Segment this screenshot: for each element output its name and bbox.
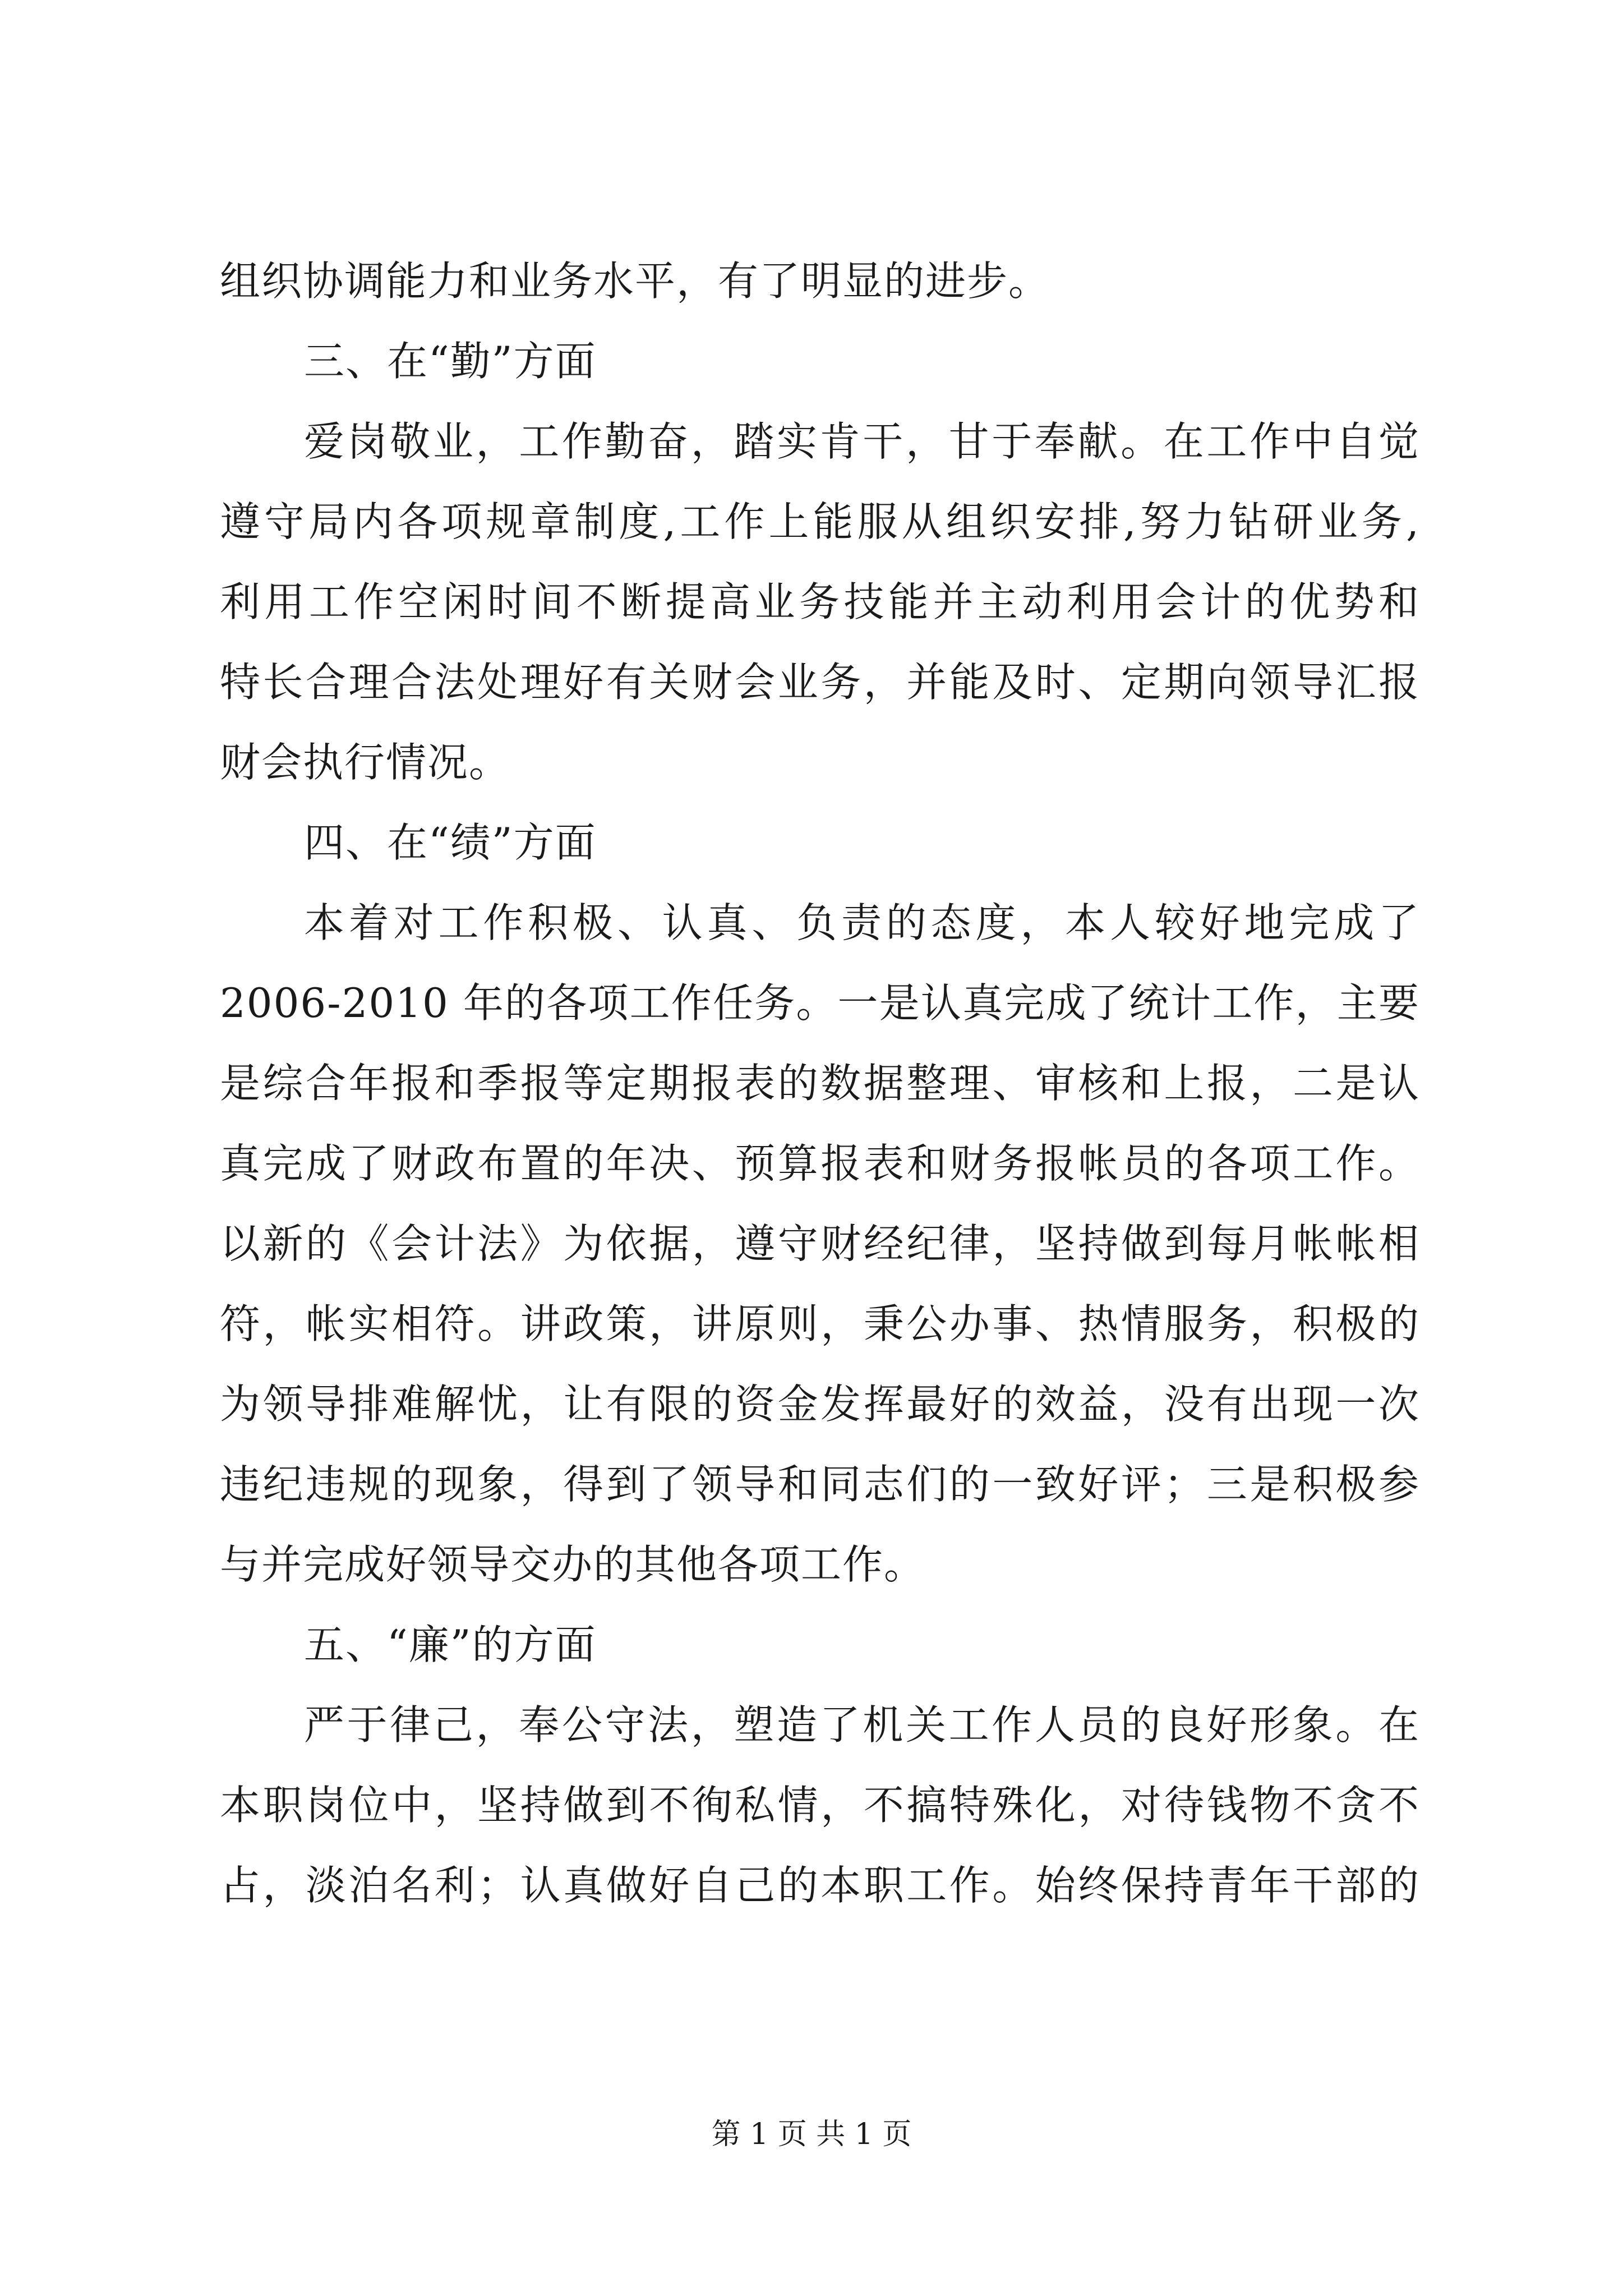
body-line: 特长合理合法处理好有关财会业务，并能及时、定期向领导汇报 [220,659,1420,706]
body-line: 利用工作空闲时间不断提高业务技能并主动利用会计的优势和 [220,578,1420,625]
page-number-label: 第 1 页 共 1 页 [711,2118,912,2151]
document-body [220,241,1420,1926]
body-line: 是综合年报和季报等定期报表的数据整理、审核和上报，二是认 [220,1060,1420,1107]
body-line: 与并完成好领导交办的其他各项工作。 [220,1541,926,1588]
body-line: 为领导排难解忧，让有限的资金发挥最好的效益，没有出现一次 [220,1381,1420,1428]
body-line: 遵守局内各项规章制度,工作上能服从组织安排,努力钻研业务, [220,498,1420,545]
body-line: 本职岗位中，坚持做到不徇私情，不搞特殊化，对待钱物不贪不 [220,1782,1420,1829]
body-line: 真完成了财政布置的年决、预算报表和财务报帐员的各项工作。 [220,1140,1420,1187]
body-line: 本着对工作积极、认真、负责的态度，本人较好地完成了 [304,899,1420,946]
body-line: 占，淡泊名利；认真做好自己的本职工作。始终保持青年干部的 [220,1862,1420,1909]
body-line: 违纪违规的现象，得到了领导和同志们的一致好评；三是积极参 [220,1461,1420,1508]
body-line: 符，帐实相符。讲政策，讲原则，秉公办事、热情服务，积极的 [220,1300,1420,1347]
section-heading-qin: 三、在“勤”方面 [304,338,597,385]
body-line: 2006-2010 年的各项工作任务。一是认真完成了统计工作，主要 [220,979,1420,1027]
body-line: 以新的《会计法》为依据，遵守财经纪律，坚持做到每月帐帐相 [220,1220,1420,1267]
section-heading-lian: 五、“廉”的方面 [304,1621,597,1668]
section-heading-ji: 四、在“绩”方面 [304,819,597,866]
body-line: 爱岗敬业，工作勤奋，踏实肯干，甘于奉献。在工作中自觉 [304,418,1420,465]
body-line: 组织协调能力和业务水平，有了明显的进步。 [220,257,1050,305]
body-line: 严于律己，奉公守法，塑造了机关工作人员的良好形象。在 [304,1701,1420,1749]
body-line: 财会执行情况。 [220,739,511,786]
page-footer [0,2115,1623,2154]
